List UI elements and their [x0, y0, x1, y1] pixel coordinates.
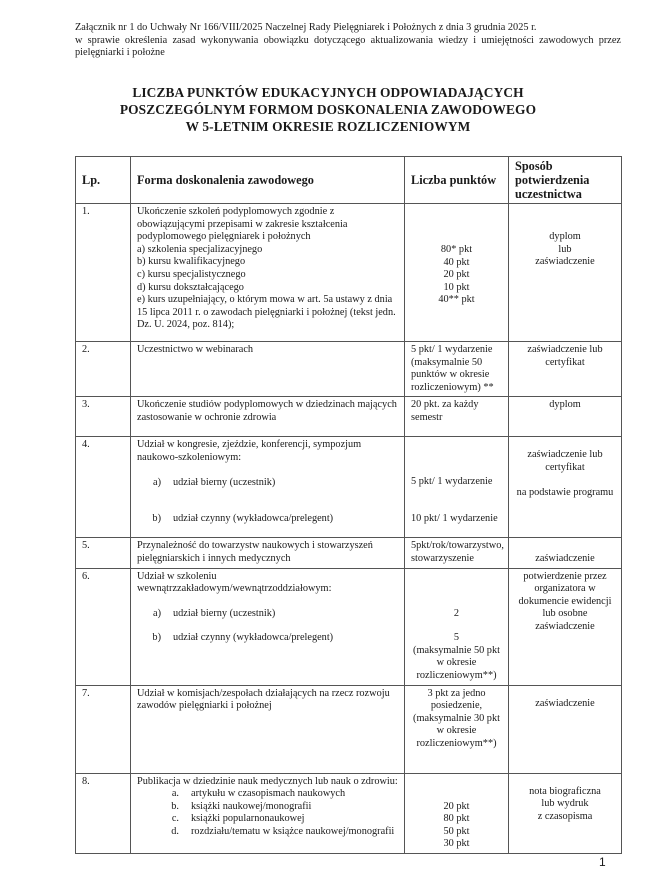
forma-intro-line: podyplomowego pielęgniarek i położnych — [137, 231, 311, 243]
sposob-line: zaświadczenie — [535, 697, 595, 709]
row-punkty: 20 pkt. za każdy semestr — [405, 397, 509, 437]
sposob-line: dyplom — [549, 231, 581, 242]
forma-intro: Publikacja w dziedzinie nauk medycznych lub nauk o zdrowiu: — [137, 775, 398, 787]
header-sposob-line: potwierdzenia — [515, 173, 590, 187]
header-punkty: Liczba punktów — [405, 157, 509, 204]
title-line: LICZBA PUNKTÓW EDUKACYJNYCH ODPOWIADAJĄCYCH — [132, 85, 524, 100]
punkty-value: 5 pkt/ 1 wydarzenie — [411, 476, 493, 488]
row-forma — [131, 204, 405, 342]
sposob-line: zaświadczenie — [535, 256, 595, 268]
table-row — [76, 342, 622, 397]
title-line: POSZCZEGÓLNYM FORMOM DOSKONALENIA ZAWODOWEGO — [119, 102, 537, 117]
forma-item: b) kursu kwalifikacyjnego — [137, 256, 246, 268]
forma-item — [137, 813, 398, 826]
forma-item — [137, 788, 398, 801]
header-lp: Lp. — [76, 157, 131, 204]
forma-item-label: b) — [152, 632, 161, 644]
row-sposob — [509, 538, 622, 568]
forma-item: a) szkolenia specjalizacyjnego — [137, 243, 263, 255]
table-header-row — [76, 157, 622, 204]
forma-item — [137, 632, 398, 645]
header-forma: Forma doskonalenia zawodowego — [131, 157, 405, 204]
title-line: W 5-LETNIM OKRESIE ROZLICZENIOWYM — [185, 119, 471, 134]
table-row — [76, 685, 622, 773]
forma-item-text: udział bierny (uczestnik) — [173, 476, 276, 488]
punkty-value: 5 — [453, 632, 460, 644]
sposob-line: nota biograficzna — [529, 785, 601, 797]
row-punkty: 5 pkt/ 1 wydarzenie (maksymalnie 50 punktów w okresie rozliczeniowym) ** — [405, 342, 509, 397]
header-line: Załącznik nr 1 do Uchwały Nr 166/VIII/2025 Naczelnej Rady Pielęgniarek i Położnych z dnia 3 grudnia 2025 r. — [75, 22, 537, 33]
row-lp: 5. — [76, 538, 131, 568]
header-line: w sprawie określenia zasad wykonywania obowiązku dotyczącego aktualizowania wiedzy i umiejętności zawodowych przez pielęgniarki i położne — [75, 34, 621, 59]
row-lp: 2. — [76, 342, 131, 397]
forma-item — [137, 801, 398, 814]
forma-item-label: d. — [171, 825, 179, 837]
row-sposob — [509, 773, 622, 853]
row-lp: 8. — [76, 773, 131, 853]
forma-item-label: b. — [171, 800, 179, 812]
row-lp: 4. — [76, 437, 131, 538]
forma-item: c) kursu specjalistycznego — [137, 268, 246, 280]
forma-intro-line: obowiązującymi przepisami w zakresie kształcenia — [137, 218, 348, 230]
table-row — [76, 204, 622, 342]
table-row — [76, 773, 622, 853]
punkty-value: 20 pkt — [443, 800, 470, 812]
row-punkty — [405, 204, 509, 342]
sposob-line: zaświadczenie lub certyfikat — [527, 449, 603, 473]
row-punkty — [405, 568, 509, 685]
punkty-value: 10 pkt/ 1 wydarzenie — [411, 512, 498, 524]
row-forma: Przynależność do towarzystw naukowych i stowarzyszeń pielęgniarskich i innych medycznych — [131, 538, 405, 568]
punkty-value: 50 pkt — [443, 825, 470, 837]
punkty-value: 30 pkt — [443, 838, 470, 850]
sposob-line: zaświadczenie — [535, 552, 595, 564]
punkty-value: 40 pkt — [443, 256, 470, 268]
header-sposob-line: uczestnictwa — [515, 187, 582, 201]
table-row — [76, 538, 622, 568]
forma-item-text: udział czynny (wykładowca/prelegent) — [173, 632, 334, 644]
forma-item: d) kursu dokształcającego — [137, 281, 244, 293]
forma-intro: Udział w szkoleniu wewnątrzzakładowym/wewnątrzoddziałowym: — [137, 570, 332, 595]
row-sposob — [509, 437, 622, 538]
punkty-value: 40** pkt — [438, 294, 475, 306]
table-row — [76, 437, 622, 538]
points-table — [75, 156, 622, 854]
table-row — [76, 568, 622, 685]
punkty-value: 80* pkt — [440, 244, 473, 255]
row-sposob — [509, 685, 622, 773]
row-sposob: zaświadczenie lub certyfikat — [509, 342, 622, 397]
document-title — [60, 84, 596, 135]
document-header — [75, 22, 621, 60]
table-row — [76, 397, 622, 437]
forma-item — [137, 826, 398, 839]
row-lp: 6. — [76, 568, 131, 685]
forma-item — [137, 608, 398, 621]
row-lp: 3. — [76, 397, 131, 437]
forma-item-text: udział czynny (wykładowca/prelegent) — [173, 513, 334, 525]
row-sposob — [509, 204, 622, 342]
row-punkty — [405, 773, 509, 853]
header-sposob — [509, 157, 622, 204]
header-sposob-line: Sposób — [515, 159, 553, 173]
forma-item: e) kurs uzupełniający, o którym mowa w art. 5a ustawy z dnia 15 lipca 2011 r. o zawodach pielęgniarki i położnej (tekst jedn. Dz. U. 2024, poz. 814); — [137, 294, 396, 331]
punkty-value: 80 pkt — [443, 813, 470, 825]
page-number: 1 — [599, 855, 606, 869]
row-lp: 7. — [76, 685, 131, 773]
punkty-value: 10 pkt — [443, 281, 470, 293]
forma-item-text: artykułu w czasopismach naukowych — [191, 788, 346, 800]
sposob-line: lub wydruk — [541, 798, 589, 810]
row-forma: Uczestnictwo w webinarach — [131, 342, 405, 397]
punkty-value: 2 — [453, 607, 460, 619]
row-lp: 1. — [76, 204, 131, 342]
row-forma: Ukończenie studiów podyplomowych w dziedzinach mających zastosowanie w ochronie zdrowia — [131, 397, 405, 437]
sposob-line: na podstawie programu — [516, 486, 614, 498]
forma-item-text: książki popularnonaukowej — [191, 813, 305, 825]
forma-item-text: rozdziału/tematu w książce naukowej/monografii — [191, 825, 395, 837]
sposob-line: z czasopisma — [537, 810, 593, 822]
row-punkty: 5pkt/rok/towarzystwo, stowarzyszenie — [405, 538, 509, 568]
forma-item — [137, 513, 398, 526]
forma-item-label: b) — [152, 513, 161, 525]
forma-item-label: a. — [171, 788, 179, 800]
forma-item-label: c. — [171, 813, 179, 825]
row-punkty: 3 pkt za jedno posiedzenie, (maksymalnie 30 pkt w okresie rozliczeniowym**) — [405, 685, 509, 773]
punkty-note: (maksymalnie 50 pkt w okresie rozliczeniowym**) — [413, 644, 500, 681]
row-punkty — [405, 437, 509, 538]
row-forma — [131, 437, 405, 538]
row-forma: Udział w komisjach/zespołach działających na rzecz rozwoju zawodów pielęgniarki i położnej — [131, 685, 405, 773]
forma-item-label: a) — [153, 476, 161, 488]
forma-item — [137, 477, 398, 490]
row-sposob: dyplom — [509, 397, 622, 437]
forma-item-text: książki naukowej/monografii — [191, 800, 312, 812]
forma-intro: Udział w kongresie, zjeździe, konferencji, sympozjum naukowo-szkoleniowym: — [137, 439, 362, 463]
row-sposob: potwierdzenie przez organizatora w dokumencie ewidencji lub osobne zaświadczenie — [509, 568, 622, 685]
forma-item-label: a) — [153, 607, 161, 619]
row-forma — [131, 568, 405, 685]
punkty-value: 20 pkt — [443, 269, 470, 281]
sposob-line: lub — [558, 243, 572, 255]
forma-item-text: udział bierny (uczestnik) — [173, 607, 276, 619]
row-forma — [131, 773, 405, 853]
forma-intro-line: Ukończenie szkoleń podyplomowych zgodnie z — [137, 206, 335, 217]
